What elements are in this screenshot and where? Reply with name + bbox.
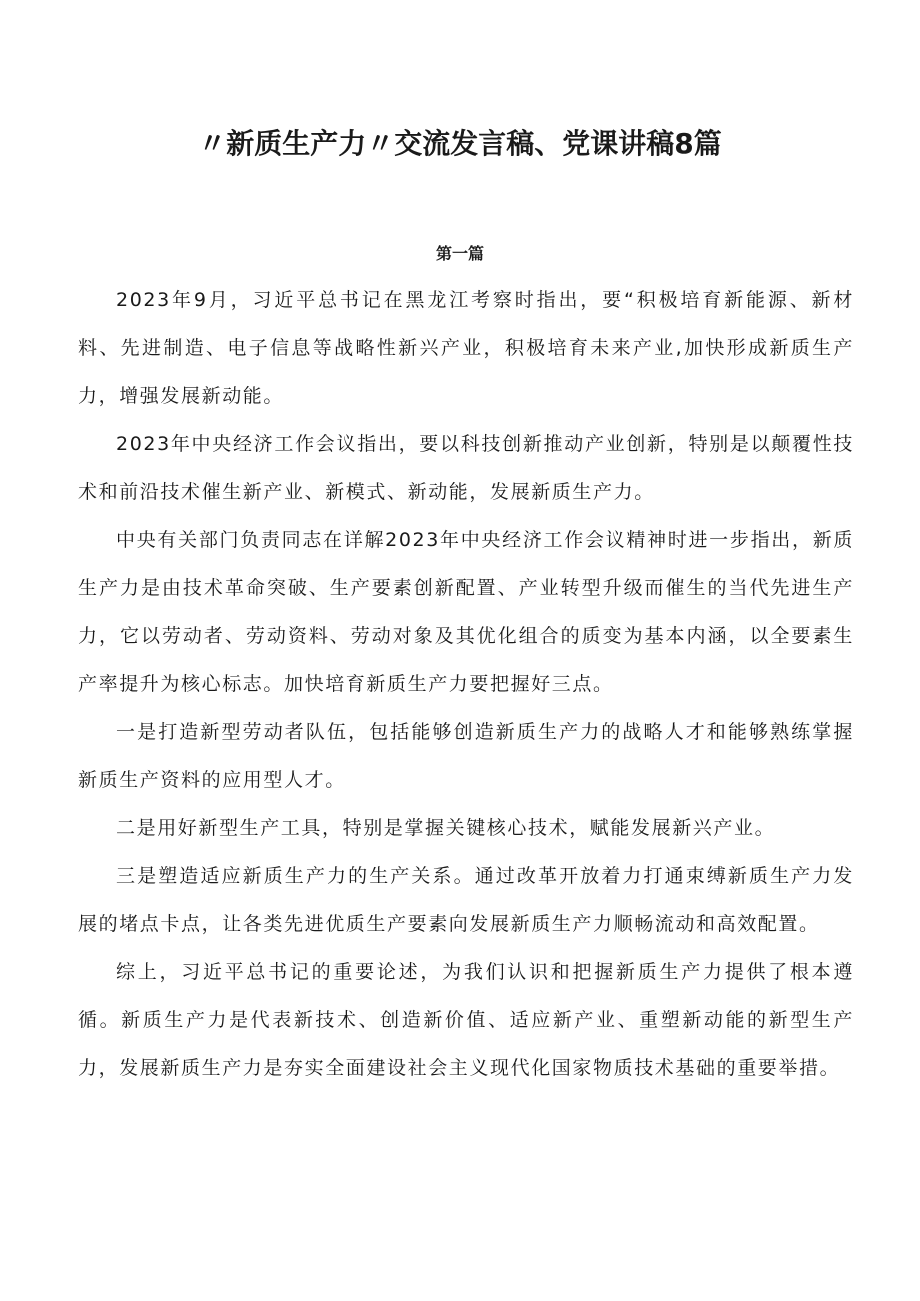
paragraph: 一是打造新型劳动者队伍，包括能够创造新质生产力的战略人才和能够熟练掌握新质生产资料的应用型人才。 <box>78 721 854 791</box>
paragraph: 综上，习近平总书记的重要论述，为我们认识和把握新质生产力提供了根本遵循。新质生产力是代表新技术、创造新价值、适应新产业、重塑新动能的新型生产力，发展新质生产力是夯实全面建设社会主义现代化国家物质技术基础的重要举措。 <box>78 961 854 1079</box>
paragraph: 三是塑造适应新质生产力的生产关系。通过改革开放着力打通束缚新质生产力发展的堵点卡点，让各类先进优质生产要素向发展新质生产力顺畅流动和高效配置。 <box>78 865 854 935</box>
document-body <box>78 276 854 1092</box>
paragraph: 中央有关部门负责同志在详解2023年中央经济工作会议精神时进一步指出，新质生产力是由技术革命突破、生产要素创新配置、产业转型升级而催生的当代先进生产力，它以劳动者、劳动资料、劳动对象及其优化组合的质变为基本内涵，以全要素生产率提升为核心标志。加快培育新质生产力要把握好三点。 <box>78 529 854 695</box>
paragraph: 2023年中央经济工作会议指出，要以科技创新推动产业创新，特别是以颠覆性技术和前沿技术催生新产业、新模式、新动能，发展新质生产力。 <box>78 433 854 503</box>
section-heading: 第一篇 <box>435 244 484 263</box>
document-title: 〃新质生产力〃交流发言稿、党课讲稿8篇 <box>198 127 722 160</box>
paragraph: 2023年9月，习近平总书记在黑龙江考察时指出，要“积极培育新能源、新材料、先进制造、电子信息等战略性新兴产业，积极培育未来产业,加快形成新质生产力，增强发展新动能。 <box>78 289 854 407</box>
paragraph: 二是用好新型生产工具，特别是掌握关键核心技术，赋能发展新兴产业。 <box>116 817 776 839</box>
